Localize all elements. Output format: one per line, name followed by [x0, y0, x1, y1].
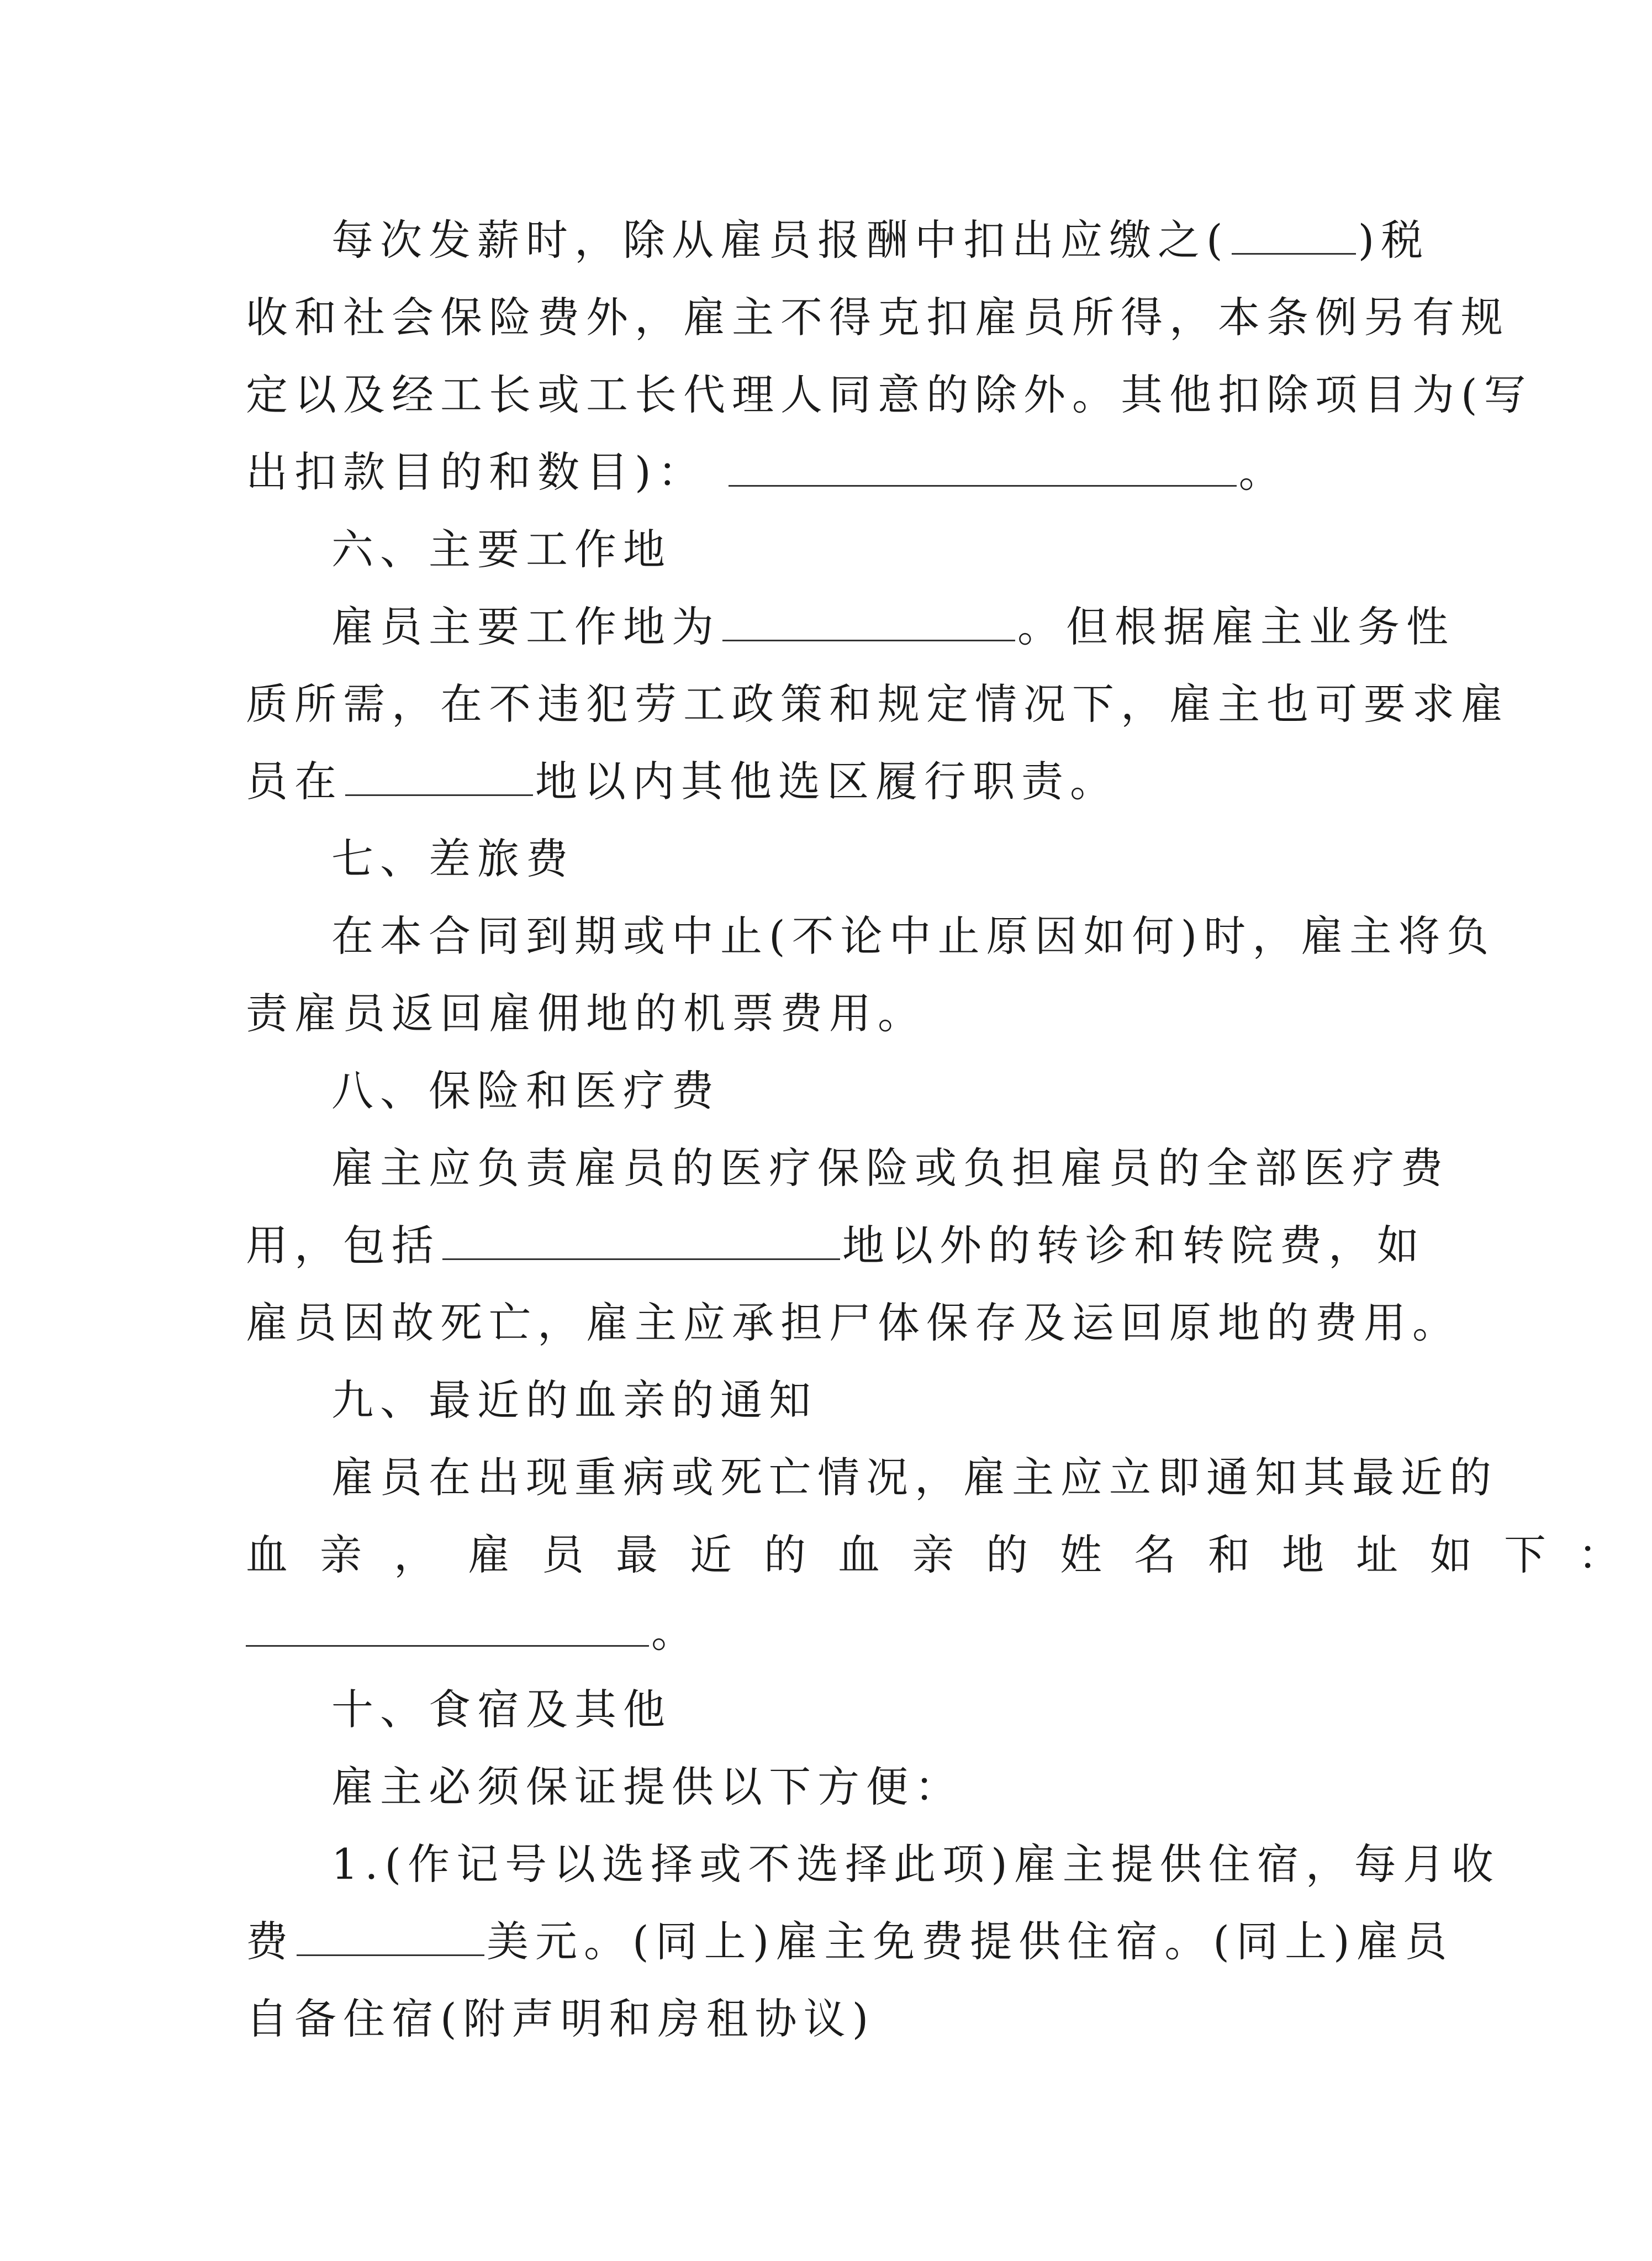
- section-9-line-3: 。: [246, 1605, 1356, 1660]
- workplace-blank[interactable]: [722, 601, 1015, 641]
- rent-amount-blank[interactable]: [297, 1916, 484, 1956]
- section-9-line-1: 雇员在出现重病或死亡情况，雇主应立即通知其最近的: [331, 1453, 1498, 1502]
- section-8-line-3: 雇员因故死亡，雇主应承担尸体保存及运回原地的费用。: [246, 1298, 1461, 1347]
- deduction-items-blank[interactable]: [729, 446, 1237, 487]
- section-8-heading: 八、保险和医疗费: [331, 1066, 720, 1115]
- section-10-line-4: 自备住宿(附声明和房租协议): [246, 1994, 875, 2043]
- referral-region-blank[interactable]: [442, 1220, 840, 1260]
- section-7-line-1: 在本合同到期或中止(不论中止原因如何)时，雇主将负: [331, 911, 1496, 961]
- section-6-heading: 六、主要工作地: [331, 525, 672, 574]
- section-10-line-2: 1.(作记号以选择或不选择此项)雇主提供住宿，每月收: [331, 1840, 1500, 1889]
- region-blank[interactable]: [345, 756, 533, 796]
- section-10-line-3: 费 美元。(同上)雇主免费提供住宿。(同上)雇员: [246, 1917, 1454, 1966]
- section-8-line-2: 用，包括 地以外的转诊和转院费，如: [246, 1221, 1426, 1270]
- deductions-line-1: 每次发薪时，除从雇员报酬中扣出应缴之( )税: [331, 215, 1430, 265]
- section-10-line-1: 雇主必须保证提供以下方便：: [331, 1762, 963, 1811]
- section-8-line-1: 雇主应负责雇员的医疗保险或负担雇员的全部医疗费: [331, 1143, 1449, 1193]
- section-6-line-3: 员在 地以内其他选区履行职责。: [246, 757, 1118, 806]
- deductions-line-4: 出扣款目的和数目)： 。: [246, 447, 1287, 497]
- deductions-line-2: 收和社会保险费外，雇主不得克扣雇员所得，本条例另有规: [246, 293, 1510, 342]
- deductions-line-3: 定以及经工长或工长代理人同意的除外。其他扣除项目为(写: [246, 370, 1533, 419]
- section-7-line-2: 责雇员返回雇佣地的机票费用。: [246, 989, 926, 1038]
- section-6-line-2: 质所需，在不违犯劳工政策和规定情况下，雇主也可要求雇: [246, 679, 1510, 729]
- tax-blank[interactable]: [1232, 214, 1356, 255]
- section-9-heading: 九、最近的血亲的通知: [331, 1375, 817, 1425]
- section-7-heading: 七、差旅费: [331, 834, 574, 883]
- section-9-line-2: 血亲，雇员最近的血亲的姓名和地址如下：: [246, 1530, 1652, 1579]
- section-10-heading: 十、食宿及其他: [331, 1685, 672, 1734]
- section-6-line-1: 雇员主要工作地为 。但根据雇主业务性: [331, 602, 1455, 651]
- kin-name-address-blank[interactable]: [246, 1606, 649, 1647]
